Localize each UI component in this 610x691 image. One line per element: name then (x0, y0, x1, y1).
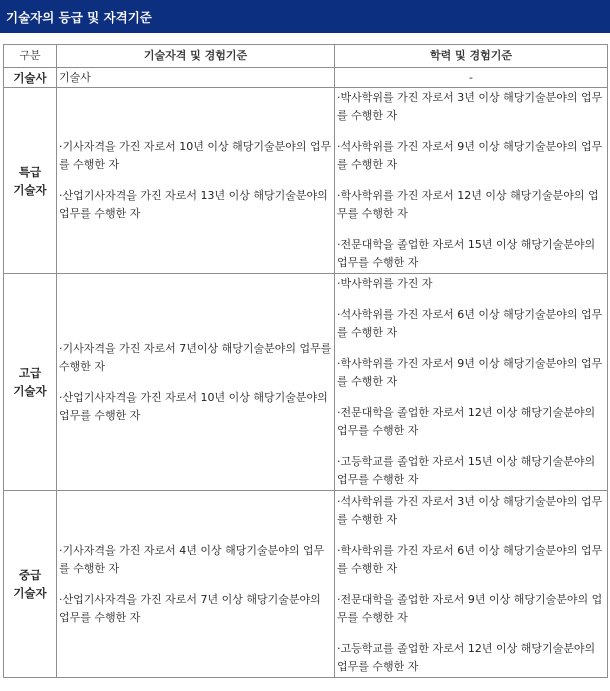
table-row (4, 491, 608, 678)
education-item: - (469, 70, 473, 84)
table-row (4, 88, 608, 274)
education-cell (335, 88, 608, 274)
education-item: ·학사학위를 가진 자로서 12년 이상 해당기술분야의 업무를 수행한 자 (337, 189, 599, 220)
column-header-qualification: 기술자격 및 경험기준 (57, 45, 335, 68)
education-item: ·석사학위를 가진 자로서 9년 이상 해당기술분야의 업무를 수행한 자 (337, 140, 603, 171)
qualification-item: ·산업기사자격을 가진 자로서 13년 이상 해당기술분야의 업무를 수행한 자 (59, 189, 328, 220)
qualification-cell (57, 274, 335, 491)
education-item: ·학사학위를 가진 자로서 9년 이상 해당기술분야의 업무를 수행한 자 (337, 357, 603, 388)
qualification-cell (57, 491, 335, 678)
grade-label: 기술자 (13, 384, 47, 398)
column-header-grade: 구분 (4, 45, 57, 68)
education-item: ·석사학위를 가진 자로서 6년 이상 해당기술분야의 업무를 수행한 자 (337, 308, 603, 339)
qualification-cell (57, 68, 335, 88)
education-cell (335, 68, 608, 88)
qualification-cell (57, 88, 335, 274)
qualification-item: ·기사자격을 가진 자로서 4년 이상 해당기술분야의 업무를 수행한 자 (59, 543, 325, 575)
education-item: ·박사학위를 가진 자로서 3년 이상 해당기술분야의 업무를 수행한 자 (337, 91, 603, 122)
qualification-table (3, 44, 608, 678)
grade-label: 기술자 (13, 182, 47, 197)
education-item: ·전문대학을 졸업한 자로서 12년 이상 해당기술분야의 업무를 수행한 자 (337, 406, 596, 437)
table-header-row (4, 45, 608, 68)
education-item: ·고등학교를 졸업한 자로서 15년 이상 해당기술분야의 업무를 수행한 자 (337, 455, 596, 486)
grade-cell (4, 88, 57, 274)
table-row (4, 68, 608, 88)
section-title: 기술자의 등급 및 자격기준 (0, 0, 610, 33)
qualification-item: ·기사자격을 가진 자로서 10년 이상 해당기술분야의 업무를 수행한 자 (59, 140, 332, 171)
education-item: ·전문대학을 졸업한 자로서 15년 이상 해당기술분야의 업무를 수행한 자 (337, 238, 596, 269)
grade-label: 중급 (18, 568, 42, 582)
education-item: ·전문대학을 졸업한 자로서 9년 이상 해당기술분야의 업무를 수행한 자 (337, 592, 603, 624)
education-item: ·학사학위를 가진 자로서 6년 이상 해당기술분야의 업무를 수행한 자 (337, 543, 603, 575)
education-item: ·석사학위를 가진 자로서 3년 이상 해당기술분야의 업무를 수행한 자 (337, 494, 603, 526)
qualification-item: ·산업기사자격을 가진 자로서 10년 이상 해당기술분야의 업무를 수행한 자 (59, 390, 328, 422)
education-item: ·박사학위를 가진 자 (337, 277, 433, 290)
column-header-education: 학력 및 경험기준 (335, 45, 608, 68)
grade-cell (4, 68, 57, 88)
grade-label: 기술사 (13, 70, 47, 85)
grade-cell (4, 274, 57, 491)
grade-label: 특급 (18, 164, 42, 179)
education-cell (335, 274, 608, 491)
table-row (4, 274, 608, 491)
qualification-item: 기술사 (59, 70, 91, 84)
grade-label: 고급 (18, 366, 42, 380)
grade-label: 기술자 (13, 586, 47, 600)
grade-cell (4, 491, 57, 678)
qualification-item: ·기사자격을 가진 자로서 7년이상 해당기술분야의 업무를 수행한 자 (59, 341, 332, 373)
qualification-item: ·산업기사자격을 가진 자로서 7년 이상 해당기술분야의 업무를 수행한 자 (59, 592, 321, 624)
education-item: ·고등학교를 졸업한 자로서 12년 이상 해당기술분야의 업무를 수행한 자 (337, 641, 596, 673)
education-cell (335, 491, 608, 678)
